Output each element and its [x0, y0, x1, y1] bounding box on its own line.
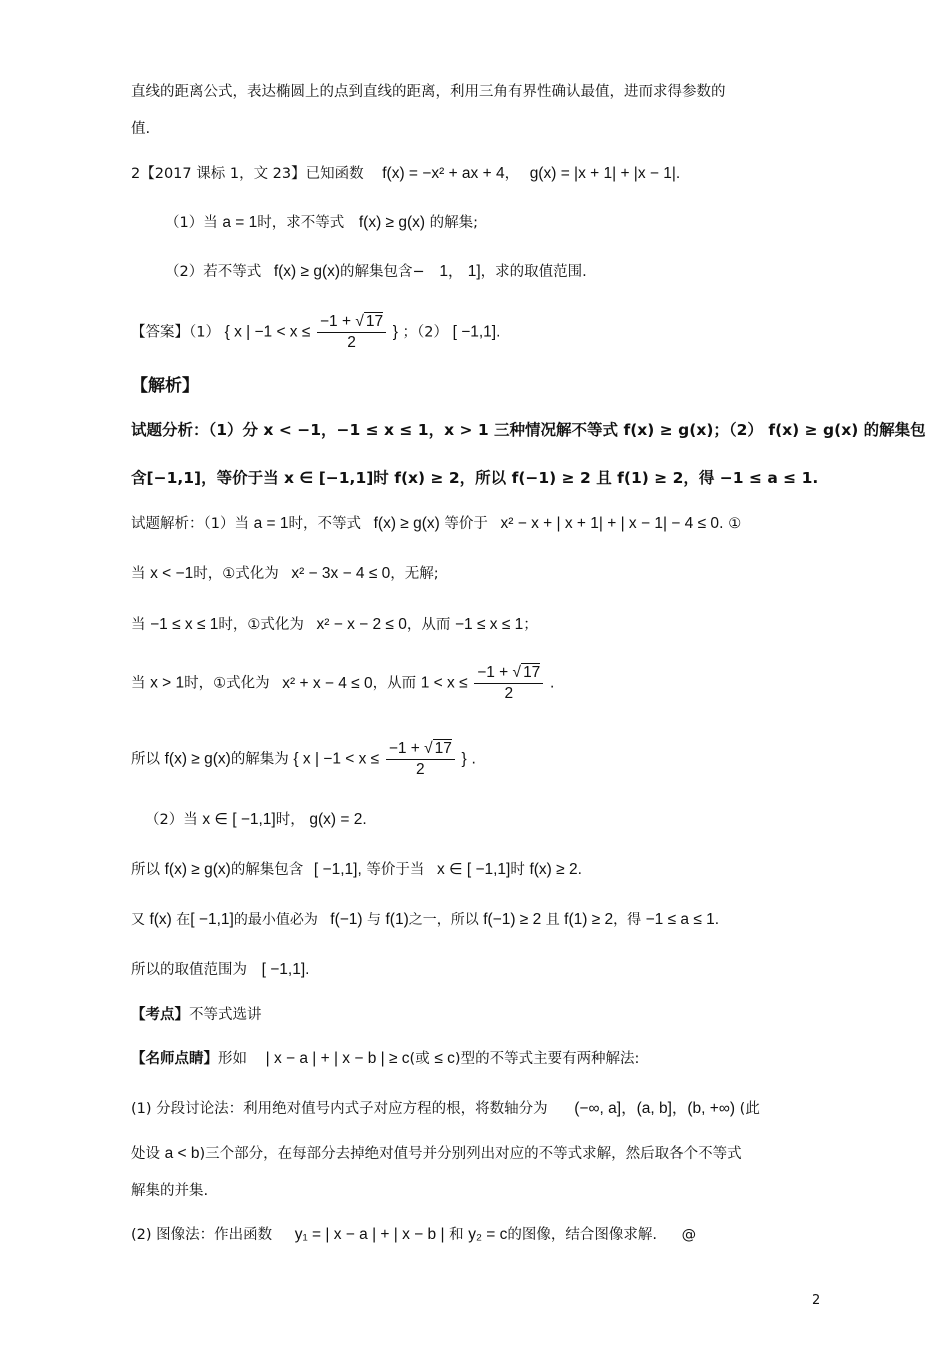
s7-int: [ −1,1],	[313, 861, 362, 878]
s8-min: 的最小值必为	[233, 912, 318, 928]
solution-line-2	[131, 564, 439, 584]
s1-ineq: f(x) ≥ g(x)	[373, 515, 440, 532]
s4-res-left: 1 < x ≤	[420, 674, 468, 692]
mingshi-label: 【名师点睛】	[131, 1051, 218, 1067]
frac-num-a: −1 +	[319, 313, 356, 330]
m2-post: )三个部分，在每部分去掉绝对值号并分别列出对应的不等式求解，然后取各个不等式	[199, 1146, 742, 1162]
s6-mid: 时，	[275, 812, 305, 828]
kaodian-label: 【考点】	[131, 1007, 189, 1023]
s8-get: ，得	[613, 912, 642, 928]
s5-set-left: { x | −1 < x ≤	[293, 750, 380, 768]
s9-pre: 所以的取值范围为	[131, 962, 247, 978]
s7-mid: 的解集包含	[230, 862, 304, 878]
s7-ineq: f(x) ≥ g(x)	[164, 861, 231, 878]
s8-res: −1 ≤ a ≤ 1.	[645, 911, 720, 928]
s5-pre: 所以	[131, 751, 160, 768]
analysis-bold-1: 试题分析：（1）分 x < −1，−1 ≤ x ≤ 1，x > 1 三种情况解不等式 f(x) ≥ g(x)；（2） f(x) ≥ g(x) 的解集包	[131, 421, 926, 439]
mingshi-le-c: ≤ c	[434, 1050, 455, 1067]
at-symbol: @	[681, 1227, 697, 1243]
answer-set-right: }	[392, 323, 398, 341]
s4-frac-root: 17	[523, 664, 541, 681]
q2-interval: 1， 1]	[439, 263, 481, 280]
mingshi-paren: (或	[409, 1051, 430, 1067]
s3-res: −1 ≤ x ≤ 1	[454, 616, 524, 633]
s8-f: f(x)	[149, 911, 172, 928]
mingshi-line	[131, 1049, 639, 1069]
s4-from: ，从而	[372, 675, 417, 692]
q1-ineq: f(x) ≥ g(x)	[358, 214, 426, 231]
s1-mark: . ①	[719, 516, 742, 532]
answer-part2: [ −1,1].	[452, 323, 501, 341]
intro-line-1: 直线的距离公式，表达椭圆上的点到直线的距离，利用三角有界性确认最值，进而求得参数的	[131, 84, 726, 100]
s6-expr: g(x) = 2.	[309, 811, 367, 828]
s7-res: f(x) ≥ 2.	[529, 861, 582, 878]
s4-cond: x > 1	[150, 674, 185, 692]
s5-set-right: }	[461, 750, 467, 768]
s1-pre: 试题解析：（1）当	[131, 516, 249, 532]
method-2-line	[131, 1225, 696, 1245]
m1-intervals: (−∞, a]，(a, b]，(b, +∞)	[574, 1100, 736, 1117]
s2-mid: 时，①式化为	[193, 566, 279, 582]
s4-fraction: $\frac{-1 + √ 17}{2}$	[474, 663, 543, 704]
s5-frac-root: 17	[434, 740, 452, 757]
m2-cond: a < b	[164, 1145, 200, 1162]
m4-and: 和	[449, 1227, 464, 1243]
q1-mid: 时，求不等式	[257, 215, 345, 231]
solution-line-5	[131, 739, 476, 780]
m4-y2: y₂ = c	[468, 1226, 508, 1243]
mingshi-pre: 形如	[218, 1051, 247, 1067]
s8-and: 且	[545, 912, 560, 928]
q2-mid: 的解集包含−	[340, 264, 425, 280]
s2-post: ，无解;	[390, 566, 439, 582]
s2-cond: x < −1	[150, 565, 194, 582]
s8-a: f(−1)	[330, 911, 363, 928]
s3-from: ，从而	[406, 617, 451, 633]
solution-line-1	[131, 514, 741, 534]
question-1	[165, 213, 478, 233]
m1-post: (此	[739, 1101, 760, 1117]
question-2	[165, 262, 587, 282]
kaodian-text: 不等式选讲	[189, 1007, 262, 1023]
s5-post: .	[471, 751, 476, 768]
s3-cond: −1 ≤ x ≤ 1	[150, 616, 219, 633]
s1-cond: a = 1	[253, 515, 289, 532]
s8-pre: 又	[131, 912, 145, 928]
s3-pre: 当	[131, 617, 146, 633]
solution-line-7	[131, 860, 582, 880]
solution-line-9	[131, 960, 309, 980]
s5-fraction: $\frac{-1 + √ 17}{2}$	[386, 739, 455, 780]
s1-expr: x² − x + | x + 1| + | x − 1| − 4 ≤ 0	[500, 515, 719, 532]
solution-line-3	[131, 615, 538, 635]
problem-head-text: 2【2017 课标 1，文 23】已知函数	[131, 166, 364, 182]
s1-eq: 等价于	[444, 516, 488, 532]
method-1-line	[131, 1099, 760, 1119]
q2-ineq: f(x) ≥ g(x)	[273, 263, 341, 280]
f-definition: f(x) = −x² + ax + 4	[382, 165, 505, 182]
s4-expr: x² + x − 4 ≤ 0	[282, 674, 373, 692]
answer-set-left: { x | −1 < x ≤	[224, 323, 311, 341]
s8-b: f(1)	[385, 911, 409, 928]
s8-in: 在	[176, 912, 191, 928]
kaodian-line	[131, 1005, 262, 1025]
method-1-cont	[131, 1144, 742, 1164]
s1-mid: 时，不等式	[288, 516, 361, 532]
q2-pre: （2）若不等式	[165, 264, 262, 280]
g-definition: g(x) = |x + 1| + |x − 1|.	[529, 165, 681, 182]
s2-pre: 当	[131, 566, 146, 582]
intro-line-2: 值.	[131, 121, 151, 137]
m4-pre: (2) 图像法：作出函数	[131, 1227, 273, 1243]
s3-mid: 时，①式化为	[218, 617, 304, 633]
s7-pre: 所以	[131, 862, 160, 878]
s6-cond: x ∈ [ −1,1]	[202, 811, 276, 828]
s7-eq: 等价于当	[366, 862, 425, 878]
frac-root: 17	[365, 313, 384, 330]
s2-expr: x² − 3x − 4 ≤ 0	[291, 565, 391, 582]
s5-frac-den: 2	[416, 761, 425, 778]
s3-expr: x² − x − 2 ≤ 0	[316, 616, 407, 633]
analysis-title: 【解析】	[131, 376, 199, 396]
s5-frac-num-a: −1 +	[388, 740, 425, 757]
page-number: 2	[812, 1293, 821, 1308]
analysis-bold-2: 含[−1,1]，等价于当 x ∈ [−1,1]时 f(x) ≥ 2，所以 f(−1) ≥ 2 且 f(1) ≥ 2，得 −1 ≤ a ≤ 1.	[131, 469, 819, 487]
s8-c1: f(−1) ≥ 2	[483, 911, 542, 928]
q1-cond: a = 1	[222, 214, 258, 231]
solution-line-6	[145, 810, 367, 830]
m4-y1: y₁ = | x − a | + | x − b |	[294, 1226, 445, 1243]
s5-mid: 的解集为	[230, 751, 289, 768]
s6-pre: （2）当	[145, 812, 198, 828]
solution-line-4	[131, 663, 555, 704]
m4-post: 的图像，结合图像求解.	[507, 1227, 657, 1243]
s9-res: [ −1,1].	[261, 961, 310, 978]
answer-label: 【答案】（1）	[131, 324, 220, 341]
q2-post: ，求的取值范围.	[480, 264, 587, 280]
mingshi-post: )型的不等式主要有两种解法:	[454, 1051, 640, 1067]
answer-sep: ；（2）	[402, 324, 448, 341]
s4-mid: 时，①式化为	[184, 675, 270, 692]
s8-c2: f(1) ≥ 2	[564, 911, 614, 928]
m2-pre: 处设	[131, 1146, 160, 1162]
s4-frac-num-a: −1 +	[477, 664, 513, 681]
problem-heading	[131, 164, 680, 184]
s7-when: 时	[510, 862, 525, 878]
s4-frac-den: 2	[504, 685, 514, 702]
s8-int: [ −1,1]	[190, 911, 234, 928]
answer-fraction: $\frac{-1 + √ 17}{2}$	[317, 312, 386, 353]
mingshi-expr: | x − a | + | x − b | ≥ c	[265, 1050, 410, 1067]
answer-line	[131, 312, 500, 353]
q1-post: 的解集;	[429, 215, 479, 231]
s7-cond: x ∈ [ −1,1]	[436, 861, 511, 878]
s4-post: .	[549, 675, 555, 692]
s8-one: 之一，所以	[408, 912, 479, 928]
comma: ，	[504, 166, 520, 182]
method-1-end: 解集的并集.	[131, 1183, 209, 1199]
q1-pre: （1）当	[165, 215, 218, 231]
m1-pre: (1) 分段讨论法：利用绝对值号内式子对应方程的根，将数轴分为	[131, 1101, 548, 1117]
s4-pre: 当	[131, 675, 146, 692]
s5-ineq: f(x) ≥ g(x)	[164, 750, 231, 768]
s3-post: ；	[523, 617, 538, 633]
solution-line-8	[131, 910, 719, 930]
s8-with: 与	[367, 912, 382, 928]
frac-den: 2	[347, 334, 356, 351]
